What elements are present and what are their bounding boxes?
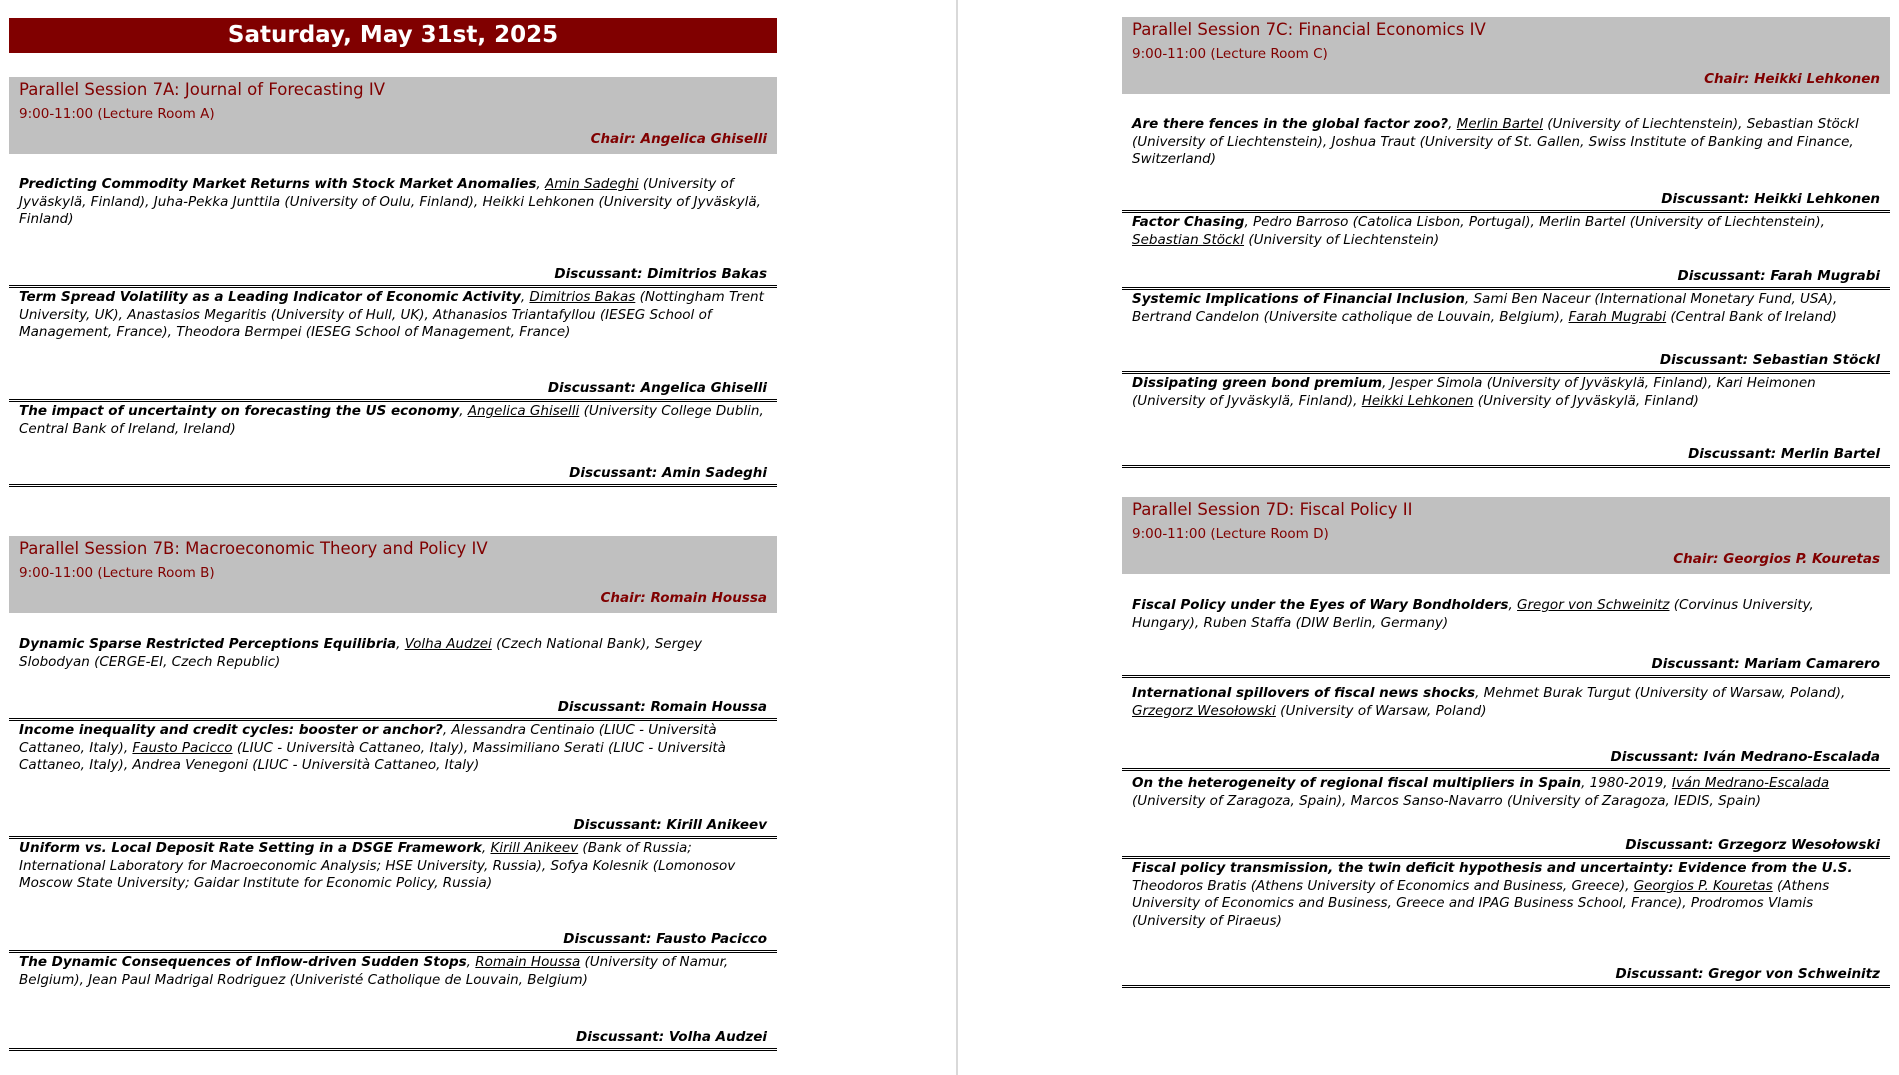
session-7a: [9, 77, 777, 154]
authors-affiliations: (University of Liechtenstein), Sebastian Stöckl (University of Liechtenstein), Joshua Traut (University of St. Gallen, Swiss Institute of Banking and Finance, Switzerland): [1132, 116, 1859, 167]
paper-entry: Fiscal policy transmission, the twin deficit hypothesis and uncertainty: Evidence from the U.S. Theodoros Bratis (Athens University of Economics and Business, Greece), Georgios P. Kouretas (Athens University of Economics and Business, Greece and IPAG Business School, France), Prodromos Vlamis (University of Piraeus) Discussant: Gregor von Schweinitz: [1122, 860, 1890, 988]
session-chair: Chair: Heikki Lehkonen: [1704, 71, 1880, 87]
paper-title: On the heterogeneity of regional fiscal multipliers in Spain: [1132, 775, 1582, 791]
authors-affiliations: (LIUC - Università Cattaneo, Italy), Massimiliano Serati (LIUC - Università Cattaneo, Italy), Andrea Venegoni (LIUC - Università Cattaneo, Italy): [19, 739, 726, 773]
discussant: Discussant: Fausto Pacicco: [563, 931, 767, 947]
presenter-name: Georgios P. Kouretas: [1633, 877, 1773, 894]
paper-title: Dissipating green bond premium: [1132, 375, 1383, 391]
session-time: 9:00-11:00 (Lecture Room D): [1132, 526, 1329, 542]
presenter-name: Gregor von Schweinitz: [1517, 597, 1670, 613]
presenter-name: Iván Medrano-Escalada: [1671, 775, 1830, 791]
discussant: Discussant: Merlin Bartel: [1688, 446, 1880, 462]
paper-title: The Dynamic Consequences of Inflow-driven Sudden Stops: [19, 954, 467, 970]
discussant: Discussant: Farah Mugrabi: [1677, 268, 1880, 284]
discussant: Discussant: Heikki Lehkonen: [1661, 191, 1880, 207]
paper-entry: Dynamic Sparse Restricted Perceptions Equilibria, Volha Audzei (Czech National Bank), Sergey Slobodyan (CERGE-EI, Czech Republic) Discussant: Romain Houssa: [9, 636, 777, 721]
authors-affiliations: (Corvinus University, Hungary), Ruben Staffa (DIW Berlin, Germany): [1132, 597, 1814, 631]
page-divider: [956, 0, 958, 1075]
authors-affiliations: (University of Zaragoza, Spain), Marcos Sanso-Navarro (University of Zaragoza, IEDIS, Spain): [1132, 792, 1762, 809]
presenter-name: Sebastian Stöckl: [1132, 231, 1245, 248]
paper-title: Uniform vs. Local Deposit Rate Setting in a DSGE Framework: [19, 840, 482, 856]
authors-affiliations: (Bank of Russia; International Laboratory for Macroeconomic Analysis; HSE University, Russia), Sofya Kolesnik (Lomonosov Moscow State University; Gaidar Institute for Economic Policy, Russia): [19, 840, 736, 891]
paper-entry: Fiscal Policy under the Eyes of Wary Bondholders, Gregor von Schweinitz (Corvinus University, Hungary), Ruben Staffa (DIW Berlin, Germany) Discussant: Mariam Camarero: [1122, 597, 1890, 678]
paper-title: Systemic Implications of Financial Inclusion: [1132, 291, 1465, 307]
presenter-name: Farah Mugrabi: [1568, 308, 1667, 325]
authors-affiliations: (University College Dublin, Central Bank of Ireland, Ireland): [19, 403, 764, 437]
authors-affiliations: (University of Namur, Belgium), Jean Paul Madrigal Rodriguez (Univeristé Catholique de Louvain, Belgium): [19, 954, 729, 988]
discussant: Discussant: Kirill Anikeev: [573, 817, 767, 833]
session-chair: Chair: Georgios P. Kouretas: [1673, 551, 1880, 567]
session-time: 9:00-11:00 (Lecture Room B): [19, 565, 215, 581]
paper-title: Predicting Commodity Market Returns with Stock Market Anomalies: [19, 176, 537, 192]
paper-title: Term Spread Volatility as a Leading Indicator of Economic Activity: [19, 289, 521, 305]
paper-title: Factor Chasing: [1132, 214, 1245, 230]
paper-title: The impact of uncertainty on forecasting the US economy: [19, 403, 460, 419]
session-title: Parallel Session 7B: Macroeconomic Theory and Policy IV: [19, 539, 488, 558]
presenter-name: Heikki Lehkonen: [1361, 392, 1474, 409]
paper-entry: Predicting Commodity Market Returns with Stock Market Anomalies, Amin Sadeghi (University of Jyväskylä, Finland), Juha-Pekka Junttila (University of Oulu, Finland), Heikki Lehkonen (University of Jyväskylä, Finland) Discussant: Dimitrios Bakas: [9, 176, 777, 288]
paper-title: Fiscal Policy under the Eyes of Wary Bondholders: [1132, 597, 1509, 613]
discussant: Discussant: Gregor von Schweinitz: [1615, 966, 1880, 982]
discussant: Discussant: Amin Sadeghi: [569, 465, 767, 481]
session-time: 9:00-11:00 (Lecture Room A): [19, 106, 215, 122]
authors-affiliations: (Athens University of Economics and Business, Greece and IPAG Business School, France), Prodromos Vlamis (University of Piraeus): [1132, 877, 1830, 929]
presenter-name: Amin Sadeghi: [544, 176, 639, 192]
paper-entry: Dissipating green bond premium, Jesper Simola (University of Jyväskylä, Finland), Kari Heimonen (University of Jyväskylä, Finland), Heikki Lehkonen (University of Jyväskylä, Finland) Discussant: Merlin Bartel: [1122, 375, 1890, 468]
paper-title: Income inequality and credit cycles: booster or anchor?: [19, 722, 443, 738]
session-title: Parallel Session 7D: Fiscal Policy II: [1132, 500, 1413, 519]
paper-entry: The Dynamic Consequences of Inflow-driven Sudden Stops, Romain Houssa (University of Namur, Belgium), Jean Paul Madrigal Rodriguez (Univeristé Catholique de Louvain, Belgium) Discussant: Volha Audzei: [9, 954, 777, 1051]
paper-entry: Are there fences in the global factor zoo?, Merlin Bartel (University of Liechtenstein), Sebastian Stöckl (University of Liechtenstein), Joshua Traut (University of St. Gallen, Swiss Institute of Banking and Finance, Switzerland) Discussant: Heikki Lehkonen: [1122, 116, 1890, 213]
discussant: Discussant: Dimitrios Bakas: [554, 266, 767, 282]
session-title: Parallel Session 7C: Financial Economics IV: [1132, 20, 1486, 39]
authors-affiliations: (University of Jyväskylä, Finland): [1473, 392, 1699, 409]
session-7d: [1122, 497, 1890, 574]
authors-affiliations: (University of Jyväskylä, Finland), Juha-Pekka Junttila (University of Oulu, Finland), Heikki Lehkonen (University of Jyväskylä, Finland): [19, 176, 761, 227]
presenter-name: Kirill Anikeev: [490, 840, 579, 856]
discussant: Discussant: Angelica Ghiselli: [547, 380, 767, 396]
paper-title: Dynamic Sparse Restricted Perceptions Equilibria: [19, 636, 397, 652]
presenter-name: Romain Houssa: [475, 954, 581, 970]
paper-entry: International spillovers of fiscal news shocks, Mehmet Burak Turgut (University of Warsaw, Poland), Grzegorz Wesołowski (University of Warsaw, Poland) Discussant: Iván Medrano-Escalada: [1122, 685, 1890, 771]
presenter-name: Fausto Pacicco: [132, 739, 233, 756]
authors-affiliations: (Czech National Bank), Sergey Slobodyan (CERGE-EI, Czech Republic): [19, 636, 703, 670]
discussant: Discussant: Mariam Camarero: [1651, 656, 1880, 672]
paper-entry: The impact of uncertainty on forecasting the US economy, Angelica Ghiselli (University College Dublin, Central Bank of Ireland, Ireland) Discussant: Amin Sadeghi: [9, 403, 777, 487]
discussant: Discussant: Volha Audzei: [576, 1029, 767, 1045]
authors-affiliations: (University of Warsaw, Poland): [1275, 702, 1487, 719]
session-chair: Chair: Angelica Ghiselli: [590, 131, 767, 147]
paper-entry: Income inequality and credit cycles: booster or anchor?, Alessandra Centinaio (LIUC - Università Cattaneo, Italy), Fausto Pacicco (LIUC - Università Cattaneo, Italy), Massimiliano Serati (LIUC - Università Cattaneo, Italy), Andrea Venegoni (LIUC - Università Cattaneo, Italy) Discussant: Kirill Anikeev: [9, 722, 777, 839]
session-time: 9:00-11:00 (Lecture Room C): [1132, 46, 1328, 62]
discussant: Discussant: Grzegorz Wesołowski: [1625, 837, 1880, 853]
session-header: [1122, 497, 1890, 574]
presenter-name: Angelica Ghiselli: [467, 403, 580, 419]
presenter-name: Volha Audzei: [404, 636, 492, 652]
authors-affiliations: (Nottingham Trent University, UK), Anastasios Megaritis (University of Hull, UK), Athanasios Triantafyllou (IESEG School of Management, France), Theodora Bermpei (IESEG School of Management, France): [19, 289, 764, 340]
session-7b: [9, 536, 777, 613]
authors-affiliations: (University of Liechtenstein): [1244, 231, 1440, 248]
paper-entry: Factor Chasing, Pedro Barroso (Catolica Lisbon, Portugal), Merlin Bartel (University of Liechtenstein), Sebastian Stöckl (University of Liechtenstein) Discussant: Farah Mugrabi: [1122, 214, 1890, 290]
paper-entry: Uniform vs. Local Deposit Rate Setting in a DSGE Framework, Kirill Anikeev (Bank of Russia; International Laboratory for Macroeconomic Analysis; HSE University, Russia), Sofya Kolesnik (Lomonosov Moscow State University; Gaidar Institute for Economic Policy, Russia) Discussant: Fausto Pacicco: [9, 840, 777, 953]
paper-entry: Term Spread Volatility as a Leading Indicator of Economic Activity, Dimitrios Bakas (Nottingham Trent University, UK), Anastasios Megaritis (University of Hull, UK), Athanasios Triantafyllou (IESEG School of Management, France), Theodora Bermpei (IESEG School of Management, France) Discussant: Angelica Ghiselli: [9, 289, 777, 402]
authors-affiliations: (Central Bank of Ireland): [1666, 308, 1837, 325]
paper-title: Fiscal policy transmission, the twin deficit hypothesis and uncertainty: Evidence from the U.S.: [1132, 860, 1853, 876]
session-header: [9, 77, 777, 154]
day-banner: Saturday, May 31st, 2025: [9, 18, 777, 53]
paper-entry: Systemic Implications of Financial Inclusion, Sami Ben Naceur (International Monetary Fund, USA), Bertrand Candelon (Universite catholique de Louvain, Belgium), Farah Mugrabi (Central Bank of Ireland) Discussant: Sebastian Stöckl: [1122, 291, 1890, 374]
paper-title: International spillovers of fiscal news shocks: [1132, 685, 1476, 701]
presenter-name: Grzegorz Wesołowski: [1132, 702, 1276, 719]
session-header: [9, 536, 777, 613]
session-chair: Chair: Romain Houssa: [600, 590, 767, 606]
session-title: Parallel Session 7A: Journal of Forecasting IV: [19, 80, 386, 99]
paper-entry: On the heterogeneity of regional fiscal multipliers in Spain, 1980-2019, Iván Medrano-Escalada (University of Zaragoza, Spain), Marcos Sanso-Navarro (University of Zaragoza, IEDIS, Spain) Discussant: Grzegorz Wesołowski: [1122, 775, 1890, 859]
discussant: Discussant: Sebastian Stöckl: [1659, 352, 1880, 368]
presenter-name: Dimitrios Bakas: [529, 289, 636, 305]
session-header: [1122, 17, 1890, 94]
session-7c: [1122, 17, 1890, 94]
paper-title: Are there fences in the global factor zoo?: [1132, 116, 1449, 132]
discussant: Discussant: Iván Medrano-Escalada: [1610, 749, 1880, 765]
presenter-name: Merlin Bartel: [1456, 116, 1543, 132]
discussant: Discussant: Romain Houssa: [557, 699, 767, 715]
